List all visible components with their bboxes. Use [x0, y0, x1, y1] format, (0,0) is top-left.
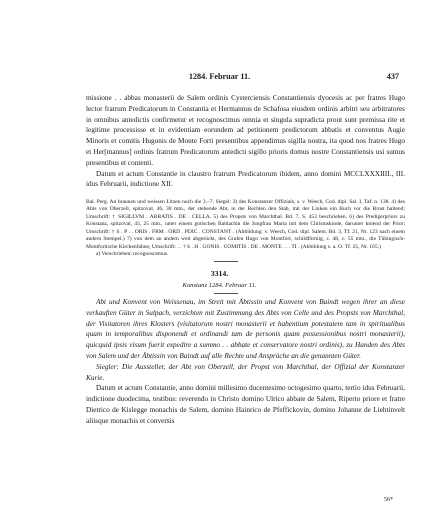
- document-body: Datum et actum Constantie, anno domini millesimo ducentesimo octogesimo quarto, tertio idus Februarii, indictione duodecima, testibus: reverendo in Christo domino Ulrico abbate de Salem, Riperto priore et fratre Dietrico de Kislegge monachis de Salem, domino Hainrico de Pfeffickovin, domino Johanne de Liehtinvelt aliisque monachis et conversis: [86, 384, 405, 425]
- running-header: [0, 72, 439, 84]
- document-number: 3314.: [210, 269, 229, 278]
- page-number: 437: [386, 72, 399, 81]
- upper-text-block: [86, 93, 405, 190]
- dating-paragraph: Datum et actum Constantie in claustro fratrum Predicatorum ibidem, anno domini MCCLXXXIIII., III. idus Februarii, indictione XII.: [86, 169, 405, 189]
- sieglers-line: Siegler: Die Aussteller, der Abt von Oberzell, der Propst von Marchthal, der Offizial der Konstanzer Kurie.: [86, 362, 405, 382]
- footnote: a) Verschrieben: recognoscemus.: [96, 251, 169, 258]
- place-date-divider: [214, 293, 238, 294]
- apparatus-block: [86, 199, 405, 259]
- continued-paragraph: missione . . abbas monasterii de Salem ordinis Cysterciensis Constantiensis dyocesis ac per fratres Hugo lector fratrum Predicatorum in Constantia et Hermannus de Schafosa eiusdem ordinis arbitri seu arbitratores in omnibus antedictis confirmetur et recognoscimus omnia et singula supradicta prout sunt premissa rite et legitime processisse et in evidentiam eorundem ad petitionem predictorum abbatis et conventus Augie Minoris et comitis Hugonis de Monte Forti presentibus appendimus sigilla nostra, ita quod nos fratres Hugo et Her[mannus] ordinis fratrum Predicatorum antedicti sigillo prioris domus nostre Constantiensis usi sumus presentibus et contenti.: [86, 94, 405, 167]
- signature-mark: 56*: [384, 497, 393, 503]
- section-divider: [214, 261, 238, 262]
- header-title: 1284. Februar 11.: [188, 72, 251, 81]
- regest-summary: Abt und Konvent von Weissenau, im Streit mit Äbtissin und Konvent von Baindt wegen ihrer an diese verkauften Güter in Sulpach, verzichten mit Zustimmung des Abts von Celle und des Propsts von Marchthal, der Visitatoren ihres Klosters (visitatorum nostri monasterii et habentium potestatem tam in spiritualibus quam in temporalibus disponendi et ordinandi tam de personis quam possessionibus nostri monasterii), quicquid ipsis visum fuerit expedire a summo . . abbate et conservatore nostri ordinis), zu Handen des Abts von Salem und der Äbtissin von Baindt auf alle Rechte und Ansprüche an die genannten Güter.: [86, 298, 405, 360]
- place-date-line: Konstanz 1284. Februar 11.: [182, 282, 257, 289]
- regest-block: [86, 297, 405, 427]
- seal-description-note: Bal. Perg. An braunen und weissen Litzen noch die 3.–7. Siegel: 3) des Konstanzer Offizials, s. v. Weech, Cod. dipl. Sal. I, Taf. n. 138. 4) des Abts von Oberzell, spitzoval, 46, 30 mm., der stehende Abt, in der Rechten den Stab, mit der Linken ein Buch vor die Brust haltend; Umschrift: † SIGILLVM . ABBATIS . DE . CELLA. 5) des Propsts von Marchthal. Bd. 7, S. 453 beschrieben. 6) des Predigerpriors zu Konstanz, spitzoval, 43, 25 mm., unter einem gotischen Baldachin die Jungfrau Maria mit dem Christuskinde, darunter kniend der Prior; Umschrift: † S . P . . ORIS . FRM . ORD . PDIC . CONSTANT . (Abbildung: v. Weech, Cod. dipl. Salem. Bd. 3, Tf. 21, Nr. 123 nach einem andern Stempel.) 7) von dem an andern weit abgerückt, des Grafen Hugo von Montfort, schildförmig, c. 48, c. 55 mm., die Tübingisch-Montfortische Kirchenfahne; Umschrift: . . † S . H . GONIS . COMITIS . DE . MONTE . . . TI . (Abbildung s. a. O. Tf. 25, Nr. 165.): [86, 199, 405, 250]
